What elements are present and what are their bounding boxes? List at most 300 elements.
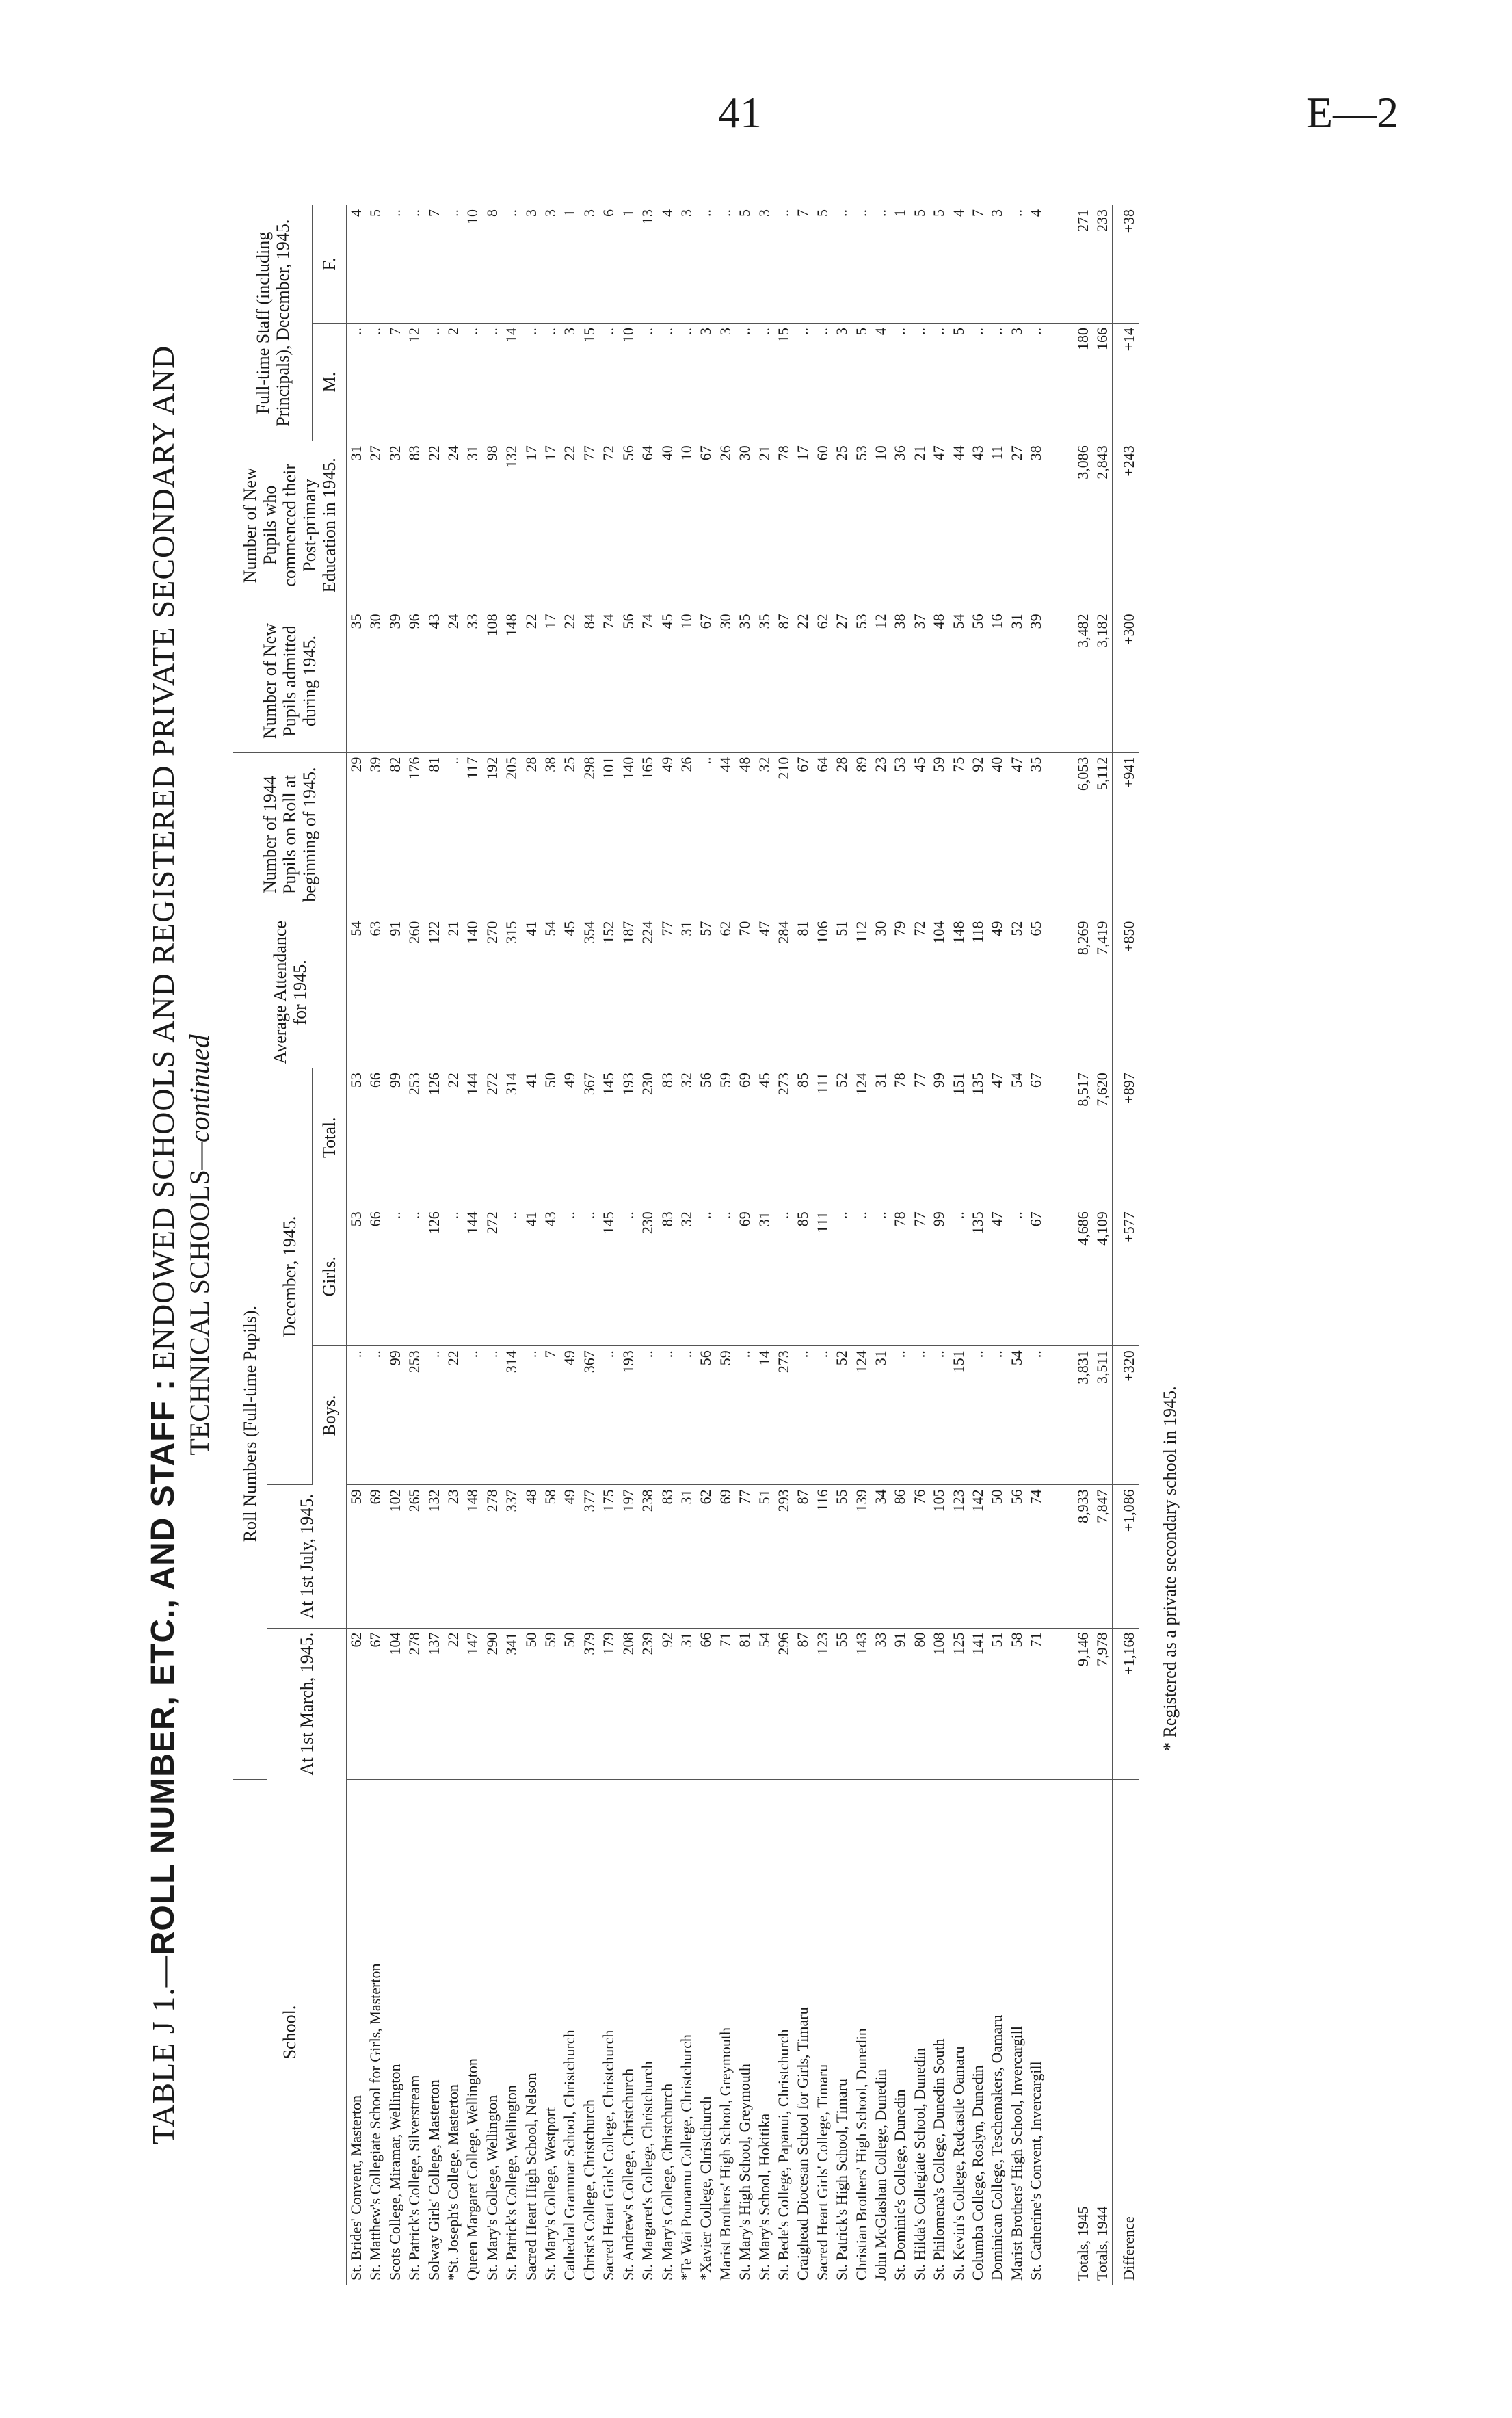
value-cell: 124 (852, 1068, 871, 1207)
value-cell: 145 (599, 1207, 618, 1346)
table-row (929, 205, 949, 2285)
value-cell: 47 (755, 917, 774, 1068)
value-cell: 137 (425, 1628, 444, 1780)
value-cell: 53 (890, 752, 910, 917)
value-cell: 7,419 (1093, 917, 1113, 1068)
school-name-cell: St. Catherine's Convent, Invercargill (1027, 2061, 1045, 2281)
value-cell: 197 (619, 1485, 638, 1628)
value-cell: .. (968, 1346, 987, 1485)
july-header: At 1st July, 1945. (267, 1485, 347, 1628)
value-cell: 7,978 (1093, 1628, 1113, 1780)
value-cell: 3,182 (1093, 609, 1113, 752)
table-subtitle (183, 205, 215, 2285)
value-cell: .. (580, 1207, 599, 1346)
value-cell: 33 (871, 1628, 890, 1780)
value-cell: 1 (560, 205, 579, 323)
value-cell: 47 (1007, 752, 1026, 917)
value-cell: .. (366, 323, 385, 441)
school-name-cell: St. Patrick's High School, Timaru (833, 2079, 851, 2281)
value-cell: 1 (890, 205, 910, 323)
value-cell: 29 (347, 752, 367, 917)
value-cell: .. (483, 323, 502, 441)
value-cell: 39 (386, 609, 405, 752)
school-name-cell: Cathedral Grammar School, Christchurch (561, 2029, 579, 2281)
value-cell: 82 (386, 752, 405, 917)
table-row (987, 205, 1007, 2285)
value-cell: 21 (910, 441, 929, 609)
value-cell: 132 (502, 441, 521, 609)
value-cell: 23 (871, 752, 890, 917)
value-cell: 4 (658, 205, 677, 323)
value-cell: .. (677, 323, 696, 441)
school-name-cell: Totals, 1945 (1074, 2206, 1091, 2281)
value-cell: 26 (677, 752, 696, 917)
table-row (366, 205, 385, 2285)
girls-header: Girls. (313, 1207, 347, 1346)
value-cell: .. (444, 205, 463, 323)
school-name-cell: Totals, 1944 (1093, 2206, 1111, 2281)
value-cell: 99 (929, 1207, 949, 1346)
value-cell: .. (1007, 1207, 1026, 1346)
value-cell: 59 (929, 752, 949, 917)
value-cell: 25 (560, 752, 579, 917)
value-cell: 15 (580, 323, 599, 441)
value-cell: 3,086 (1074, 441, 1093, 609)
value-cell: 5,112 (1093, 752, 1113, 917)
school-name-cell: St. Mary's College, Christchurch (658, 2083, 676, 2281)
value-cell: 30 (735, 441, 754, 609)
table-row (677, 205, 696, 2285)
value-cell: .. (405, 205, 424, 323)
value-cell: 278 (483, 1485, 502, 1628)
value-cell: 7,620 (1093, 1068, 1113, 1207)
value-cell: 67 (1026, 1068, 1046, 1207)
value-cell: .. (755, 323, 774, 441)
value-cell: 59 (347, 1485, 367, 1628)
value-cell: 67 (793, 752, 812, 917)
value-cell: 51 (987, 1628, 1007, 1780)
value-cell: 4 (347, 205, 367, 323)
table-row (949, 205, 968, 2285)
value-cell: 4 (949, 205, 968, 323)
school-name-cell: Columba College, Roslyn, Dunedin (969, 2065, 986, 2281)
table-row (463, 205, 482, 2285)
value-cell: .. (522, 323, 541, 441)
value-cell: .. (987, 1346, 1007, 1485)
school-name-cell: *Te Wai Pounamu College, Christchurch (677, 2034, 695, 2281)
school-name-cell: St. Matthew's Collegiate School for Girls, Masterton (367, 1963, 384, 2281)
value-cell: 104 (929, 917, 949, 1068)
table-row (405, 205, 424, 2285)
table-row (619, 205, 638, 2285)
value-cell: .. (890, 1346, 910, 1485)
value-cell: 99 (929, 1068, 949, 1207)
value-cell: 83 (658, 1068, 677, 1207)
value-cell: .. (949, 1207, 968, 1346)
school-header: School. (233, 1780, 347, 2285)
value-cell: 13 (638, 205, 657, 323)
school-name-cell: Christ's College, Christchurch (580, 2099, 598, 2281)
value-cell: .. (366, 1346, 385, 1485)
value-cell: 3 (716, 323, 735, 441)
value-cell: 50 (560, 1628, 579, 1780)
value-cell: 15 (774, 323, 793, 441)
table-row (871, 205, 890, 2285)
value-cell: 7 (386, 323, 405, 441)
roll-1944-header: Number of 1944 Pupils on Roll at beginning of 1945. (233, 752, 347, 917)
value-cell: 296 (774, 1628, 793, 1780)
value-cell: 79 (890, 917, 910, 1068)
value-cell: 96 (405, 609, 424, 752)
new-commenced-header: Number of New Pupils who commenced their Post-primary Education in 1945. (233, 441, 347, 609)
value-cell: 367 (580, 1346, 599, 1485)
value-cell: 278 (405, 1628, 424, 1780)
value-cell: 35 (1026, 752, 1046, 917)
value-cell: 2 (444, 323, 463, 441)
value-cell: 31 (871, 1068, 890, 1207)
value-cell: 77 (580, 441, 599, 609)
value-cell: .. (813, 1346, 832, 1485)
value-cell: .. (386, 1207, 405, 1346)
value-cell: 290 (483, 1628, 502, 1780)
value-cell: .. (541, 323, 560, 441)
value-cell: 7 (793, 205, 812, 323)
value-cell: 45 (658, 609, 677, 752)
value-cell: .. (696, 205, 715, 323)
december-header: December, 1945. (267, 1068, 313, 1485)
value-cell: 41 (522, 1068, 541, 1207)
table-row (716, 205, 735, 2285)
value-cell: 126 (425, 1207, 444, 1346)
value-cell: 66 (366, 1207, 385, 1346)
value-cell: 53 (347, 1207, 367, 1346)
value-cell: .. (560, 1207, 579, 1346)
value-cell: 10 (677, 609, 696, 752)
value-cell: 126 (425, 1068, 444, 1207)
value-cell: .. (658, 1346, 677, 1485)
school-name-cell: Queen Margaret College, Wellington (464, 2058, 481, 2281)
staff-header: Full-time Staff (including Principals), December, 1945. (233, 205, 313, 441)
value-cell: 47 (987, 1207, 1007, 1346)
value-cell: 166 (1093, 323, 1113, 441)
value-cell: 2,843 (1093, 441, 1113, 609)
value-cell: 271 (1074, 205, 1093, 323)
value-cell: +300 (1113, 609, 1139, 752)
value-cell: 143 (852, 1628, 871, 1780)
value-cell: 272 (483, 1068, 502, 1207)
value-cell: 69 (716, 1485, 735, 1628)
value-cell: .. (735, 1346, 754, 1485)
value-cell: 30 (366, 609, 385, 752)
value-cell: .. (968, 323, 987, 441)
school-name-cell: St. Kevin's College, Redcastle Oamaru (949, 2046, 967, 2281)
value-cell: 230 (638, 1068, 657, 1207)
value-cell: 91 (890, 1628, 910, 1780)
table-row (502, 205, 521, 2285)
value-cell: 108 (483, 609, 502, 752)
value-cell: 10 (463, 205, 482, 323)
value-cell: 27 (832, 609, 851, 752)
value-cell: .. (832, 1207, 851, 1346)
table-row (599, 205, 618, 2285)
value-cell: 62 (347, 1628, 367, 1780)
value-cell: .. (910, 1346, 929, 1485)
value-cell: 83 (658, 1485, 677, 1628)
value-cell: 50 (522, 1628, 541, 1780)
value-cell: .. (599, 323, 618, 441)
value-cell: 63 (366, 917, 385, 1068)
value-cell: 10 (677, 441, 696, 609)
value-cell: .. (444, 1207, 463, 1346)
totals-1945-row (1074, 205, 1093, 2285)
value-cell: 10 (619, 323, 638, 441)
table-body (347, 205, 1139, 2285)
value-cell: 84 (580, 609, 599, 752)
value-cell: 31 (347, 441, 367, 609)
value-cell: 54 (755, 1628, 774, 1780)
value-cell: 49 (560, 1485, 579, 1628)
value-cell: 22 (444, 1068, 463, 1207)
table-row (560, 205, 579, 2285)
value-cell: .. (696, 1207, 715, 1346)
value-cell: 142 (968, 1485, 987, 1628)
value-cell: .. (502, 205, 521, 323)
value-cell: .. (425, 1346, 444, 1485)
value-cell: 3 (755, 205, 774, 323)
value-cell: 5 (366, 205, 385, 323)
school-name-cell: Marist Brothers' High School, Invercargill (1007, 2026, 1025, 2281)
value-cell: 45 (755, 1068, 774, 1207)
table-header (233, 205, 347, 2285)
value-cell: 51 (832, 917, 851, 1068)
value-cell: 11 (987, 441, 1007, 609)
value-cell: 80 (910, 1628, 929, 1780)
value-cell: .. (1026, 1346, 1046, 1485)
value-cell: 3 (541, 205, 560, 323)
value-cell: 44 (949, 441, 968, 609)
school-name-cell: St. Margaret's College, Christchurch (639, 2061, 656, 2281)
value-cell: 67 (696, 609, 715, 752)
value-cell: 233 (1093, 205, 1113, 323)
value-cell: .. (793, 323, 812, 441)
value-cell: 379 (580, 1628, 599, 1780)
table-row (638, 205, 657, 2285)
value-cell: +1,168 (1113, 1628, 1139, 1780)
value-cell: 38 (541, 752, 560, 917)
value-cell: 253 (405, 1068, 424, 1207)
value-cell: 76 (910, 1485, 929, 1628)
value-cell: 55 (832, 1628, 851, 1780)
value-cell: .. (890, 323, 910, 441)
value-cell: 81 (793, 917, 812, 1068)
school-name-cell: *Xavier College, Christchurch (697, 2096, 715, 2281)
value-cell: 87 (793, 1485, 812, 1628)
roll-numbers-header: Roll Numbers (Full-time Pupils). (233, 1068, 267, 1780)
value-cell: 135 (968, 1068, 987, 1207)
value-cell: .. (483, 1346, 502, 1485)
table-row (522, 205, 541, 2285)
value-cell: 354 (580, 917, 599, 1068)
value-cell: 56 (696, 1346, 715, 1485)
value-cell: 54 (541, 917, 560, 1068)
value-cell: 39 (366, 752, 385, 917)
value-cell: 24 (444, 441, 463, 609)
value-cell: 32 (677, 1207, 696, 1346)
value-cell: +243 (1113, 441, 1139, 609)
value-cell: 118 (968, 917, 987, 1068)
school-name-cell: Scots College, Miramar, Wellington (386, 2064, 403, 2281)
value-cell: 50 (987, 1485, 1007, 1628)
value-cell: 22 (444, 1346, 463, 1485)
school-name-cell: St. Brides' Convent, Masterton (347, 2094, 364, 2281)
value-cell: 31 (677, 1628, 696, 1780)
value-cell: 7 (541, 1346, 560, 1485)
value-cell: 72 (599, 441, 618, 609)
value-cell: 74 (599, 609, 618, 752)
table-row (890, 205, 910, 2285)
value-cell: 253 (405, 1346, 424, 1485)
value-cell: 12 (871, 609, 890, 752)
value-cell: 60 (813, 441, 832, 609)
value-cell: .. (910, 323, 929, 441)
value-cell: .. (405, 1207, 424, 1346)
value-cell: 43 (425, 609, 444, 752)
value-cell: 45 (910, 752, 929, 917)
value-cell: 32 (677, 1068, 696, 1207)
value-cell: .. (852, 1207, 871, 1346)
value-cell: 28 (832, 752, 851, 917)
value-cell: 59 (716, 1068, 735, 1207)
value-cell: 239 (638, 1628, 657, 1780)
value-cell: 35 (755, 609, 774, 752)
value-cell: .. (463, 323, 482, 441)
value-cell: 367 (580, 1068, 599, 1207)
value-cell: 14 (502, 323, 521, 441)
value-cell: 43 (968, 441, 987, 609)
value-cell: 314 (502, 1346, 521, 1485)
school-name-cell: Sacred Heart Girls' College, Timaru (813, 2064, 831, 2281)
value-cell: 7 (968, 205, 987, 323)
value-cell: 86 (890, 1485, 910, 1628)
school-name-cell: Dominican College, Teschemakers, Oamaru (988, 2014, 1006, 2281)
value-cell: 6 (599, 205, 618, 323)
value-cell: 17 (541, 441, 560, 609)
value-cell: 31 (677, 1485, 696, 1628)
school-name-cell: St. Patrick's College, Silverstream (406, 2075, 423, 2281)
value-cell: 30 (871, 917, 890, 1068)
value-cell: 92 (658, 1628, 677, 1780)
value-cell: 22 (522, 609, 541, 752)
value-cell: 49 (987, 917, 1007, 1068)
value-cell: 140 (619, 752, 638, 917)
value-cell: 85 (793, 1207, 812, 1346)
value-cell: 74 (638, 609, 657, 752)
value-cell: 187 (619, 917, 638, 1068)
value-cell: .. (347, 1346, 367, 1485)
value-cell: .. (774, 1207, 793, 1346)
value-cell: 52 (832, 1346, 851, 1485)
value-cell: 132 (425, 1485, 444, 1628)
value-cell: 39 (1026, 609, 1046, 752)
table-row (425, 205, 444, 2285)
value-cell: .. (716, 1207, 735, 1346)
value-cell: .. (386, 205, 405, 323)
value-cell: 44 (716, 752, 735, 917)
table-row (735, 205, 754, 2285)
value-cell: 22 (560, 609, 579, 752)
value-cell: 77 (910, 1068, 929, 1207)
value-cell: 3 (560, 323, 579, 441)
value-cell: 48 (522, 1485, 541, 1628)
school-name-cell: John McGlashan College, Dunedin (871, 2068, 889, 2281)
value-cell: .. (463, 1346, 482, 1485)
value-cell: 123 (949, 1485, 968, 1628)
value-cell: 260 (405, 917, 424, 1068)
value-cell: 3 (1007, 323, 1026, 441)
value-cell: 54 (949, 609, 968, 752)
subtitle-text: TECHNICAL SCHOOLS— (184, 1142, 215, 1456)
value-cell: 26 (716, 441, 735, 609)
value-cell: 25 (832, 441, 851, 609)
spacer-row (1046, 205, 1074, 2285)
value-cell: 99 (386, 1068, 405, 1207)
value-cell: 270 (483, 917, 502, 1068)
value-cell: .. (774, 205, 793, 323)
value-cell: 27 (1007, 441, 1026, 609)
value-cell: 45 (560, 917, 579, 1068)
value-cell: 53 (852, 441, 871, 609)
value-cell: 27 (366, 441, 385, 609)
table-row (541, 205, 560, 2285)
value-cell: 66 (696, 1628, 715, 1780)
value-cell: 85 (793, 1068, 812, 1207)
report-reference: E—2 (1306, 88, 1399, 137)
value-cell: 104 (386, 1628, 405, 1780)
value-cell: .. (852, 205, 871, 323)
value-cell: 102 (386, 1485, 405, 1628)
rotated-table-block (144, 205, 1347, 2285)
school-name-cell: St. Mary's High School, Greymouth (736, 2064, 754, 2281)
value-cell: 43 (541, 1207, 560, 1346)
value-cell: 284 (774, 917, 793, 1068)
school-name-cell: Sacred Heart High School, Nelson (522, 2073, 540, 2281)
value-cell: 22 (793, 609, 812, 752)
value-cell: 69 (735, 1207, 754, 1346)
value-cell: 3,831 (1074, 1346, 1093, 1485)
value-cell: 41 (522, 1207, 541, 1346)
avg-attendance-header: Average Attendance for 1945. (233, 917, 347, 1068)
value-cell: 65 (1026, 917, 1046, 1068)
value-cell: 67 (366, 1628, 385, 1780)
school-name-cell: Sacred Heart Girls' College, Christchurch (600, 2029, 618, 2281)
table-row (755, 205, 774, 2285)
value-cell: +320 (1113, 1346, 1139, 1485)
value-cell: .. (987, 323, 1007, 441)
value-cell: 14 (755, 1346, 774, 1485)
boys-header: Boys. (313, 1346, 347, 1485)
value-cell: 224 (638, 917, 657, 1068)
value-cell: 78 (890, 1068, 910, 1207)
value-cell: 92 (968, 752, 987, 917)
value-cell: 265 (405, 1485, 424, 1628)
school-name-cell: St. Mary's School, Hokitika (755, 2113, 773, 2281)
school-name-cell: St. Philomena's College, Dunedin South (930, 2038, 948, 2281)
value-cell: 176 (405, 752, 424, 917)
value-cell: 48 (735, 752, 754, 917)
value-cell: 124 (852, 1346, 871, 1485)
table-row (852, 205, 871, 2285)
value-cell: .. (871, 1207, 890, 1346)
